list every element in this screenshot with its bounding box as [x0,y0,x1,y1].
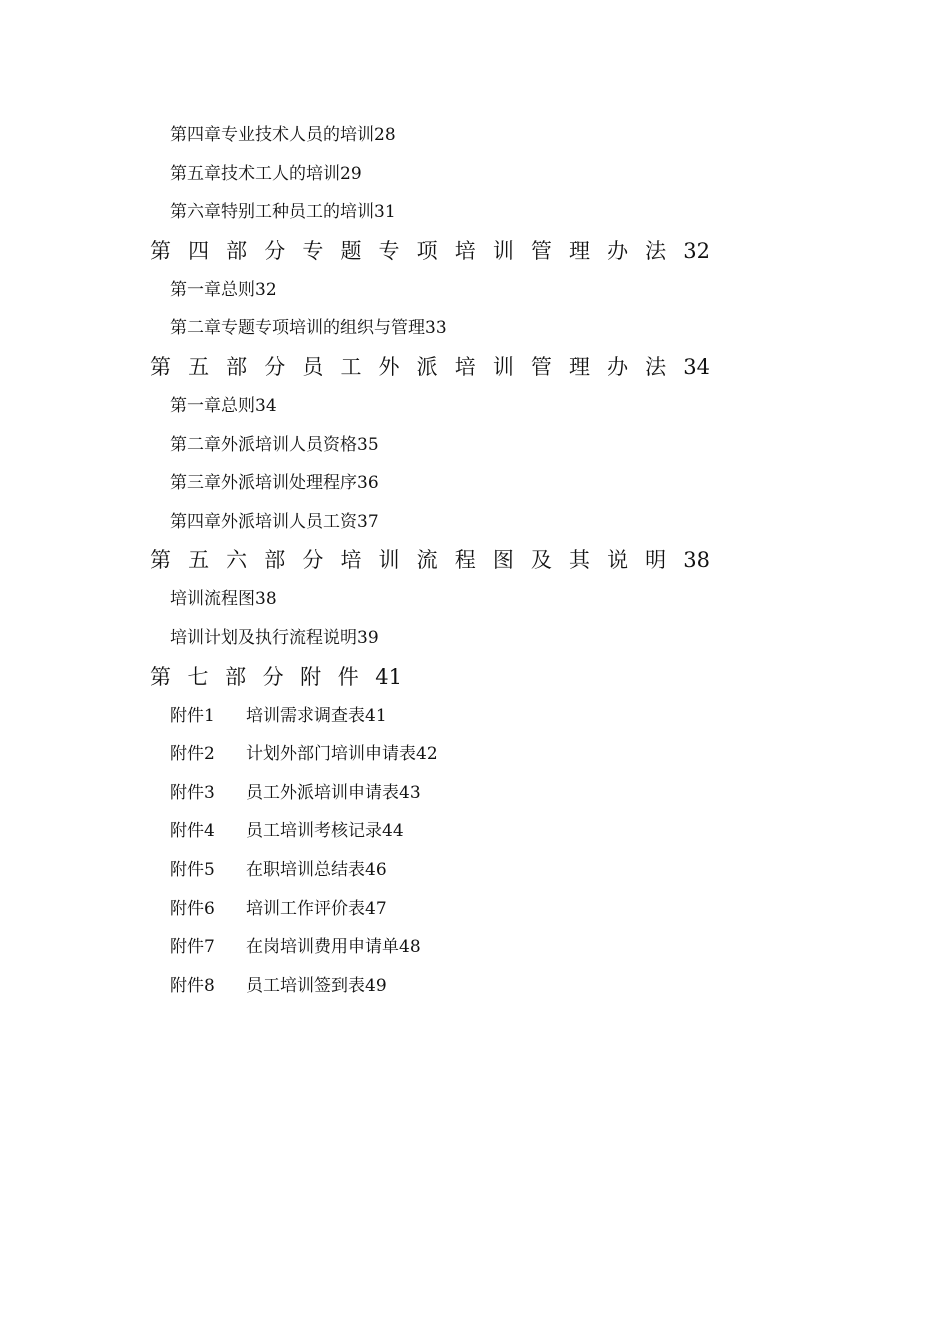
attachment-label: 附件8 [170,975,215,996]
toc-chapter-entry[interactable]: 第二章专题专项培训的组织与管理33 [170,318,447,339]
toc-attachment-entry[interactable] [0,774,950,813]
attachment-label: 附件6 [170,898,215,919]
toc-part-title: 第 七 部 分 附 件 41 [150,664,402,689]
attachment-label: 附件5 [170,859,215,880]
toc-attachment-entry[interactable] [0,890,950,929]
toc-chapter-entry[interactable]: 第四章外派培训人员工资37 [170,511,379,532]
attachment-title: 计划外部门培训申请表42 [246,744,438,765]
attachment-title: 在岗培训费用申请单48 [246,937,421,958]
toc-chapter-entry[interactable]: 第五章技术工人的培训29 [170,163,362,184]
attachment-label: 附件3 [170,782,215,803]
toc-chapter-entry[interactable]: 培训计划及执行流程说明39 [170,627,379,648]
attachment-title: 培训需求调查表41 [246,705,387,726]
toc-part-heading[interactable] [0,232,950,271]
toc-part-heading[interactable] [0,541,950,580]
toc-attachment-entry[interactable] [0,812,950,851]
toc-chapter-entry[interactable]: 培训流程图38 [170,589,277,610]
toc-attachment-entry[interactable] [0,851,950,890]
attachment-label: 附件7 [170,937,215,958]
toc-chapter-entry[interactable]: 第六章特别工种员工的培训31 [170,202,396,223]
toc-attachment-entry[interactable] [0,697,950,736]
attachment-title: 在职培训总结表46 [246,859,387,880]
table-of-contents [0,116,950,1005]
attachment-label: 附件1 [170,705,215,726]
toc-chapter-entry[interactable]: 第二章外派培训人员资格35 [170,434,379,455]
toc-part-heading[interactable] [0,348,950,387]
attachment-title: 员工外派培训申请表43 [246,782,421,803]
toc-attachment-entry[interactable] [0,967,950,1006]
toc-part-title: 第 四 部 分 专 题 专 项 培 训 管 理 办 法 32 [150,238,710,263]
toc-attachment-entry[interactable] [0,928,950,967]
attachment-title: 培训工作评价表47 [246,898,387,919]
toc-part-heading[interactable] [0,658,950,697]
toc-part-title: 第 五 六 部 分 培 训 流 程 图 及 其 说 明 38 [150,548,710,573]
toc-chapter-entry[interactable]: 第一章总则32 [170,279,277,300]
attachment-title: 员工培训签到表49 [246,975,387,996]
attachment-label: 附件2 [170,744,215,765]
attachment-label: 附件4 [170,821,215,842]
toc-attachment-entry[interactable] [0,735,950,774]
toc-chapter-entry[interactable]: 第一章总则34 [170,395,277,416]
toc-part-title: 第 五 部 分 员 工 外 派 培 训 管 理 办 法 34 [150,354,710,379]
toc-chapter-entry[interactable]: 第四章专业技术人员的培训28 [170,125,396,145]
attachment-title: 员工培训考核记录44 [246,821,404,842]
toc-chapter-entry[interactable]: 第三章外派培训处理程序36 [170,473,379,494]
